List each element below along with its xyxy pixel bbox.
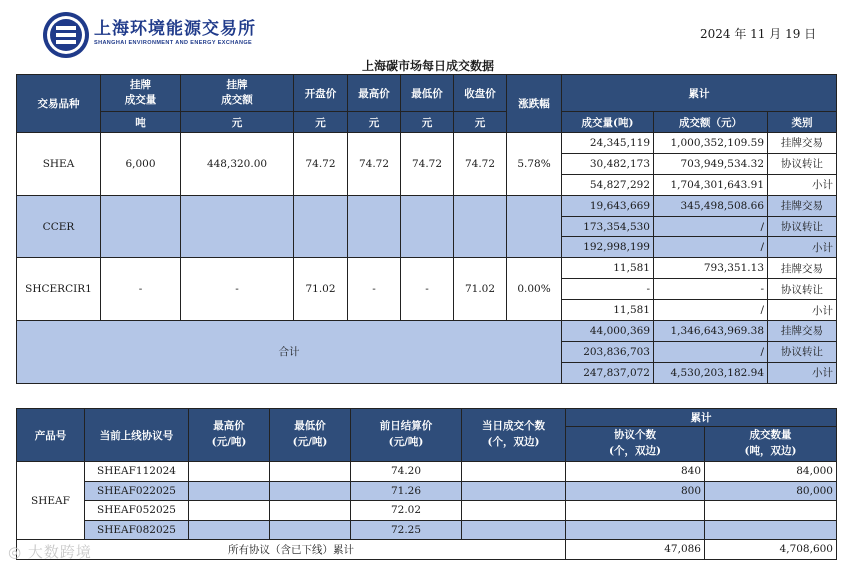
cum-volume-cell: 24,345,119 [562, 133, 654, 154]
watermark-text: 大数跨境 [27, 543, 92, 561]
footer-label: 所有协议（含已下线）累计 [17, 540, 566, 560]
table-row [17, 540, 837, 560]
high-cell: 74.72 [348, 133, 401, 196]
count-cell [462, 501, 566, 521]
open-cell: 74.72 [294, 133, 348, 196]
settle-cell: 72.02 [351, 501, 462, 521]
forward-contract-table [16, 408, 837, 560]
agreement-cell: SHEAF052025 [85, 501, 189, 521]
cum-count-cell [566, 501, 705, 521]
watermark [8, 541, 92, 562]
cum-volume-cell: 84,000 [705, 462, 837, 482]
category-cell: 挂牌交易 [768, 258, 837, 279]
category-cell: 挂牌交易 [768, 133, 837, 154]
product-cell: SHEA [17, 133, 101, 196]
header-low: 最低价 [401, 75, 454, 112]
settle-cell: 72.25 [351, 520, 462, 540]
header-cum-count: 协议个数 (个，双边) [566, 427, 705, 462]
low-cell: - [401, 258, 454, 321]
cum-volume-cell [705, 501, 837, 521]
cum-volume-cell: 80,000 [705, 481, 837, 501]
listed-amount-cell [181, 195, 294, 258]
header-product: 交易品种 [17, 75, 101, 133]
cum-amount-cell: 1,346,643,969.38 [654, 321, 768, 342]
unit-ton: 吨 [101, 112, 181, 133]
count-cell [462, 462, 566, 482]
header-product-code: 产品号 [17, 409, 85, 462]
category-cell: 小计 [768, 362, 837, 383]
table-row [17, 520, 837, 540]
unit-yuan: 元 [348, 112, 401, 133]
org-name-cn: 上海环境能源交易所 [94, 19, 256, 39]
category-cell: 协议转让 [768, 279, 837, 300]
high-cell [189, 520, 270, 540]
cum-volume-cell: 11,581 [562, 258, 654, 279]
settle-cell: 74.20 [351, 462, 462, 482]
listed-volume-cell [101, 195, 181, 258]
cum-amount-cell: 793,351.13 [654, 258, 768, 279]
report-date: 2024 年 11 月 19 日 [700, 27, 817, 41]
header-cum-amount: 成交额（元） [654, 112, 768, 133]
cum-volume-cell: 30,482,173 [562, 153, 654, 174]
change-cell [507, 195, 562, 258]
header-count: 当日成交个数 (个，双边) [462, 409, 566, 462]
cum-amount-cell: 345,498,508.66 [654, 195, 768, 216]
header-high: 最高价 [348, 75, 401, 112]
header-listed-volume: 挂牌 成交量 [101, 75, 181, 112]
cum-volume-cell: 203,836,703 [562, 341, 654, 362]
table1-title: 上海碳市场每日成交数据 [361, 59, 494, 73]
unit-yuan: 元 [401, 112, 454, 133]
cum-volume-cell: 44,000,369 [562, 321, 654, 342]
cum-amount-cell: 1,000,352,109.59 [654, 133, 768, 154]
cum-amount-cell: 703,949,534.32 [654, 153, 768, 174]
cum-amount-cell: / [654, 300, 768, 321]
low-cell: 74.72 [401, 133, 454, 196]
unit-yuan: 元 [454, 112, 507, 133]
header-change: 涨跌幅 [507, 75, 562, 133]
total-label: 合计 [17, 321, 562, 384]
unit-yuan: 元 [181, 112, 294, 133]
cum-amount-cell: 4,530,203,182.94 [654, 362, 768, 383]
header-close: 收盘价 [454, 75, 507, 112]
category-cell: 挂牌交易 [768, 195, 837, 216]
close-cell: 71.02 [454, 258, 507, 321]
open-cell [294, 195, 348, 258]
cum-volume-cell: 54,827,292 [562, 174, 654, 195]
table-row [17, 195, 837, 216]
category-cell: 协议转让 [768, 153, 837, 174]
cum-amount-cell: / [654, 216, 768, 237]
product-cell: SHCERCIR1 [17, 258, 101, 321]
open-cell: 71.02 [294, 258, 348, 321]
low-cell [270, 462, 351, 482]
cum-volume-cell: 4,708,600 [705, 540, 837, 560]
category-cell: 挂牌交易 [768, 321, 837, 342]
category-cell: 小计 [768, 300, 837, 321]
table-row [17, 133, 837, 154]
header-cumulative: 累计 [562, 75, 837, 112]
cum-volume-cell: 19,643,669 [562, 195, 654, 216]
header-high: 最高价 (元/吨) [189, 409, 270, 462]
agreement-cell: SHEAF082025 [85, 520, 189, 540]
header-cumulative: 累计 [566, 409, 837, 427]
count-cell [462, 520, 566, 540]
settle-cell: 71.26 [351, 481, 462, 501]
table-row [17, 501, 837, 521]
cum-count-cell: 800 [566, 481, 705, 501]
exchange-logo [42, 11, 90, 59]
change-cell: 0.00% [507, 258, 562, 321]
high-cell [189, 501, 270, 521]
org-name-en: SHANGHAI ENVIRONMENT AND ENERGY EXCHANGE [94, 40, 253, 46]
close-cell [454, 195, 507, 258]
low-cell [270, 481, 351, 501]
table-row [17, 481, 837, 501]
header-listed-amount: 挂牌 成交额 [181, 75, 294, 112]
agreement-cell: SHEAF022025 [85, 481, 189, 501]
cum-volume-cell: 192,998,199 [562, 237, 654, 258]
category-cell: 协议转让 [768, 216, 837, 237]
header-low: 最低价 (元/吨) [270, 409, 351, 462]
cum-count-cell [566, 520, 705, 540]
category-cell: 小计 [768, 174, 837, 195]
close-cell: 74.72 [454, 133, 507, 196]
cum-amount-cell: 1,704,301,643.91 [654, 174, 768, 195]
low-cell [270, 501, 351, 521]
low-cell [401, 195, 454, 258]
watermark-icon: ◎ [8, 543, 28, 561]
table-row [17, 258, 837, 279]
header-cum-volume: 成交数量 (吨，双边) [705, 427, 837, 462]
count-cell [462, 481, 566, 501]
category-cell: 协议转让 [768, 341, 837, 362]
cum-volume-cell: - [562, 279, 654, 300]
agreement-cell: SHEAF112024 [85, 462, 189, 482]
cum-amount-cell: / [654, 237, 768, 258]
header-category: 类别 [768, 112, 837, 133]
cum-amount-cell: / [654, 341, 768, 362]
product-code-cell: SHEAF [17, 462, 85, 540]
category-cell: 小计 [768, 237, 837, 258]
cum-volume-cell: 173,354,530 [562, 216, 654, 237]
header-cum-volume: 成交量(吨) [562, 112, 654, 133]
high-cell [348, 195, 401, 258]
cum-volume-cell: 247,837,072 [562, 362, 654, 383]
table-row [17, 462, 837, 482]
listed-amount-cell: - [181, 258, 294, 321]
header-settle: 前日结算价 (元/吨) [351, 409, 462, 462]
listed-volume-cell: 6,000 [101, 133, 181, 196]
listed-amount-cell: 448,320.00 [181, 133, 294, 196]
high-cell [189, 481, 270, 501]
unit-yuan: 元 [294, 112, 348, 133]
cum-volume-cell [705, 520, 837, 540]
cum-count-cell: 47,086 [566, 540, 705, 560]
listed-volume-cell: - [101, 258, 181, 321]
low-cell [270, 520, 351, 540]
change-cell: 5.78% [507, 133, 562, 196]
cum-volume-cell: 11,581 [562, 300, 654, 321]
table-row [17, 321, 837, 342]
header-open: 开盘价 [294, 75, 348, 112]
header-agreement: 当前上线协议号 [85, 409, 189, 462]
cum-count-cell: 840 [566, 462, 705, 482]
high-cell [189, 462, 270, 482]
daily-trade-table [16, 74, 837, 384]
cum-amount-cell: - [654, 279, 768, 300]
high-cell: - [348, 258, 401, 321]
product-cell: CCER [17, 195, 101, 258]
